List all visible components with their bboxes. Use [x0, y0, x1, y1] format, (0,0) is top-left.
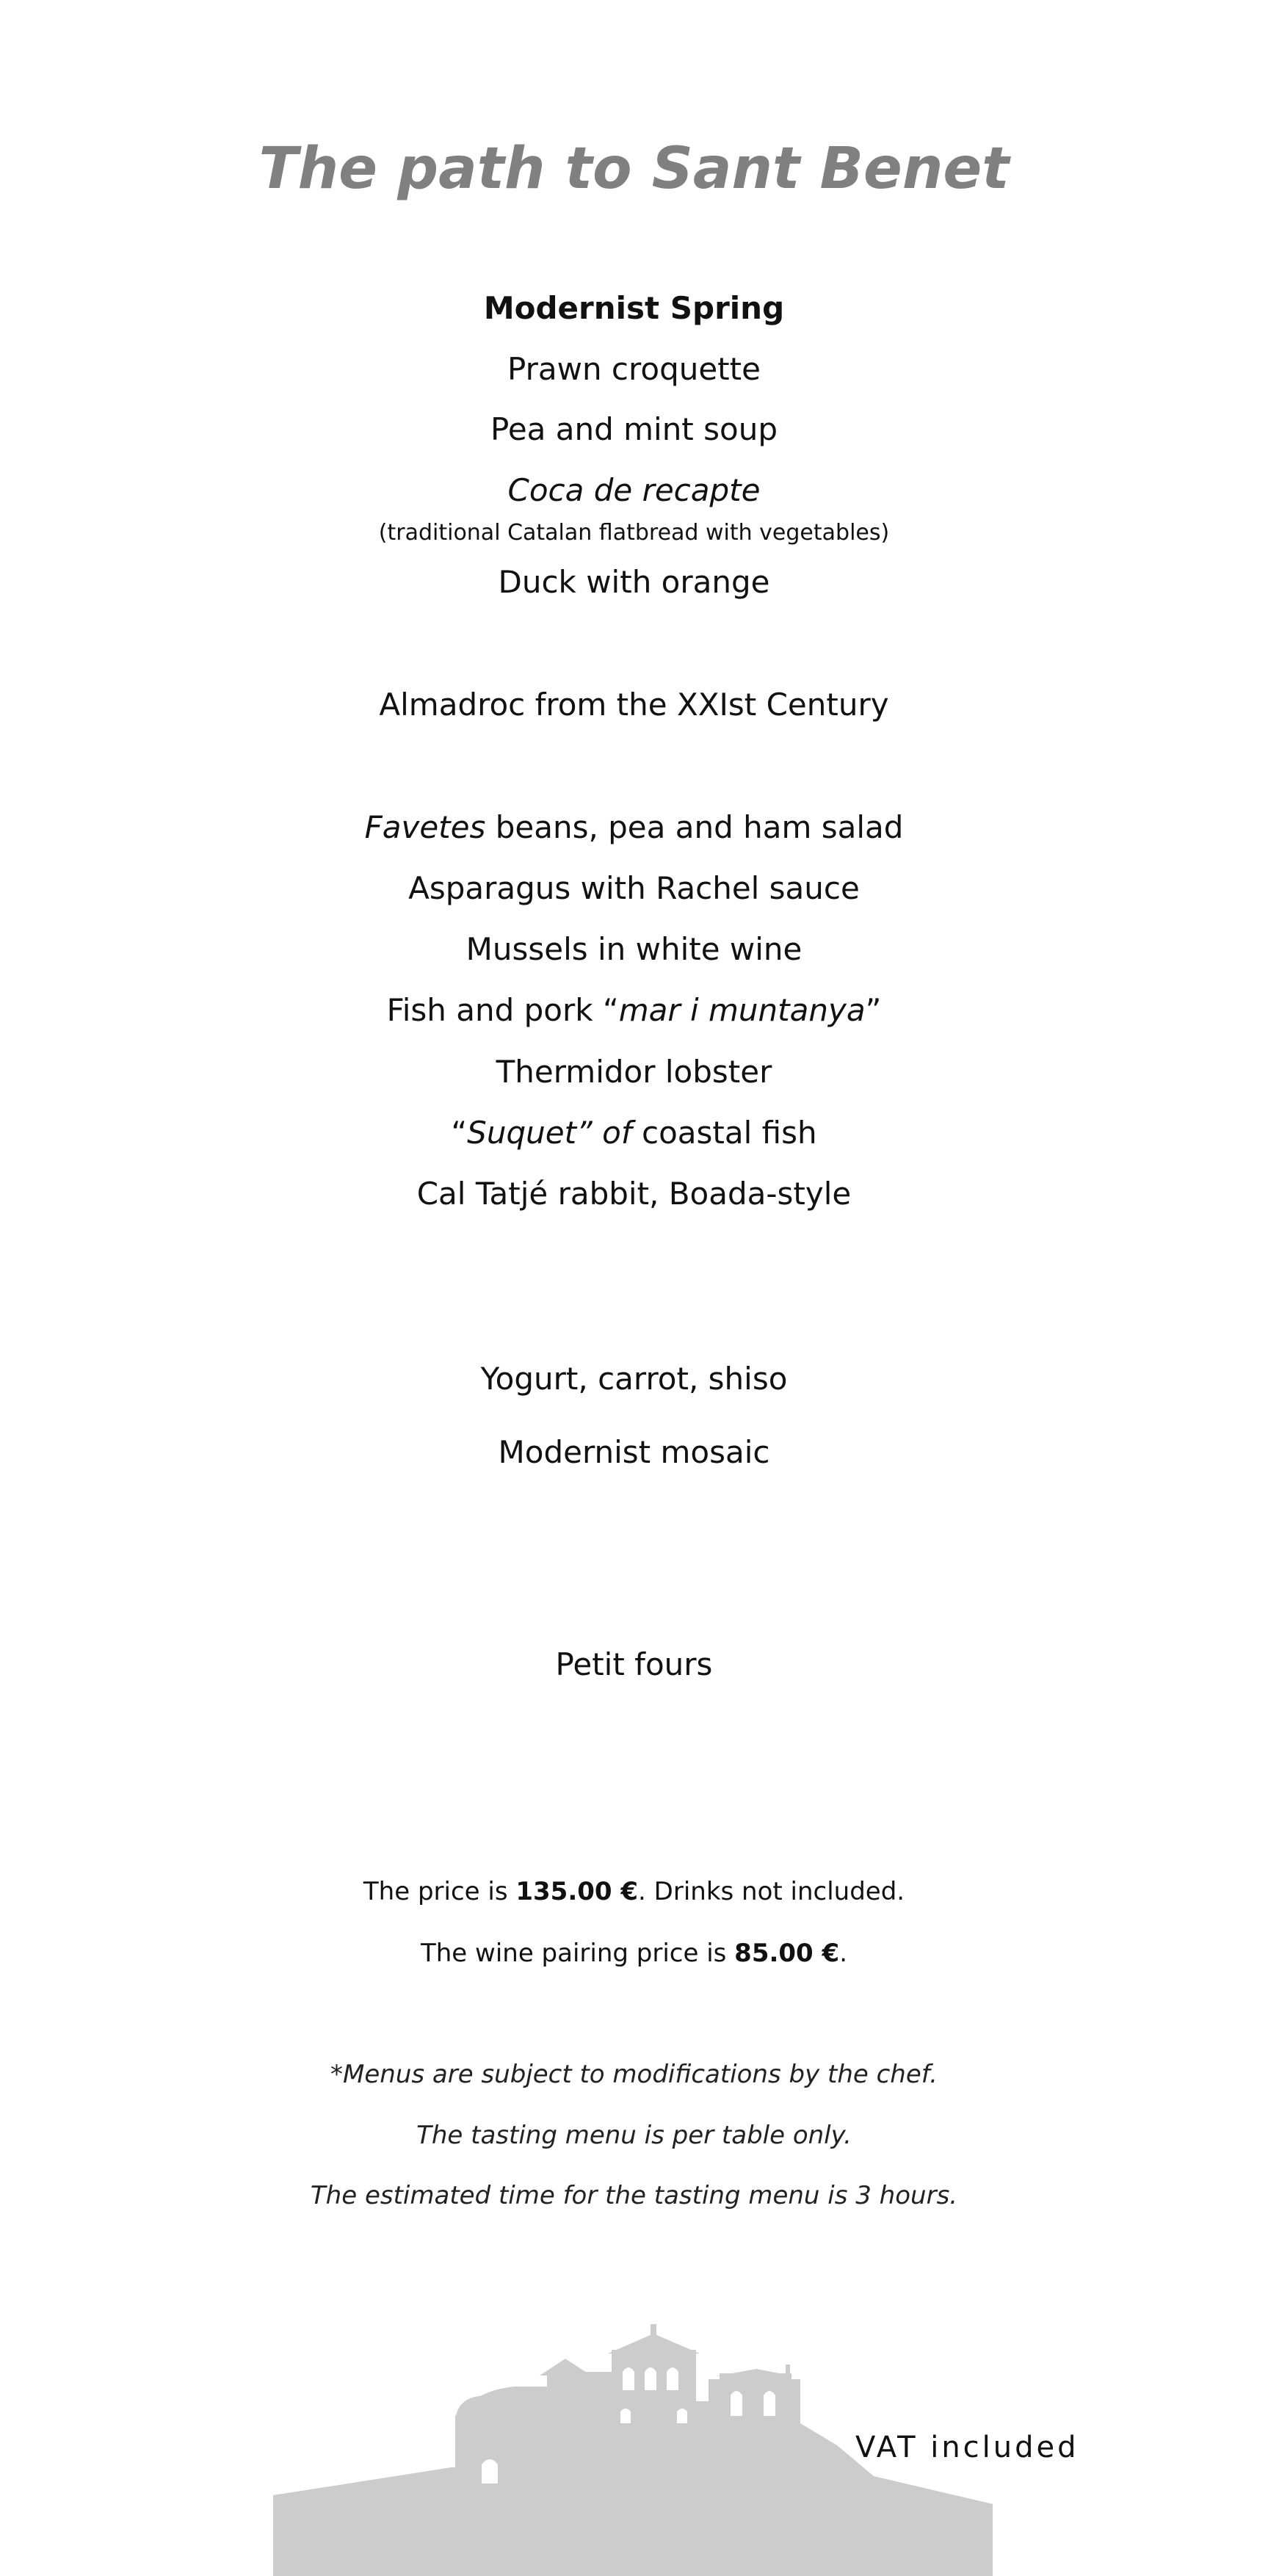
- disclaimer-note: The estimated time for the tasting menu is 3 hours.: [310, 2181, 958, 2210]
- dish-text-part: ”: [865, 992, 882, 1028]
- dish-item: Coca de recapte: [507, 472, 761, 508]
- price-value: 135.00 €: [515, 1877, 639, 1906]
- dish-item: Almadroc from the XXIst Century: [379, 687, 889, 723]
- dish-text-part: beans, pea and ham salad: [485, 809, 904, 845]
- dish-item: Pea and mint soup: [490, 411, 778, 447]
- section-title: Modernist Spring: [483, 290, 785, 326]
- price-text: .: [839, 1939, 848, 1968]
- dish-text-part: coastal fish: [631, 1115, 817, 1151]
- dish-item: Thermidor lobster: [496, 1054, 772, 1090]
- dish-note: (traditional Catalan flatbread with vegetables): [378, 520, 890, 546]
- dish-item: Modernist mosaic: [498, 1434, 770, 1470]
- dish-italic-part: Favetes: [364, 809, 486, 845]
- price-text: . Drinks not included.: [638, 1877, 905, 1906]
- dish-italic-part: mar i muntanya: [618, 992, 866, 1028]
- wine-price-value: 85.00 €: [734, 1939, 840, 1968]
- dish-item: Petit fours: [555, 1646, 713, 1682]
- price-text: The price is: [363, 1877, 516, 1906]
- dish-text-part: Fish and pork “: [386, 992, 619, 1028]
- menu-title: The path to Sant Benet: [258, 136, 1010, 202]
- vat-label: VAT included: [855, 2431, 1079, 2464]
- dish-item: Mussels in white wine: [465, 931, 803, 967]
- price-text: The wine pairing price is: [420, 1939, 735, 1968]
- disclaimer-note: *Menus are subject to modifications by the chef.: [330, 2060, 938, 2089]
- dish-item: Asparagus with Rachel sauce: [408, 870, 860, 906]
- dish-item: Yogurt, carrot, shiso: [480, 1361, 788, 1397]
- dish-item: Cal Tatjé rabbit, Boada-style: [416, 1176, 852, 1212]
- dish-item: Prawn croquette: [507, 351, 761, 387]
- dish-item: Duck with orange: [498, 564, 770, 600]
- dish-italic-part: Suquet” of: [467, 1115, 632, 1151]
- disclaimer-note: The tasting menu is per table only.: [416, 2121, 852, 2150]
- dish-text-part: “: [451, 1115, 468, 1151]
